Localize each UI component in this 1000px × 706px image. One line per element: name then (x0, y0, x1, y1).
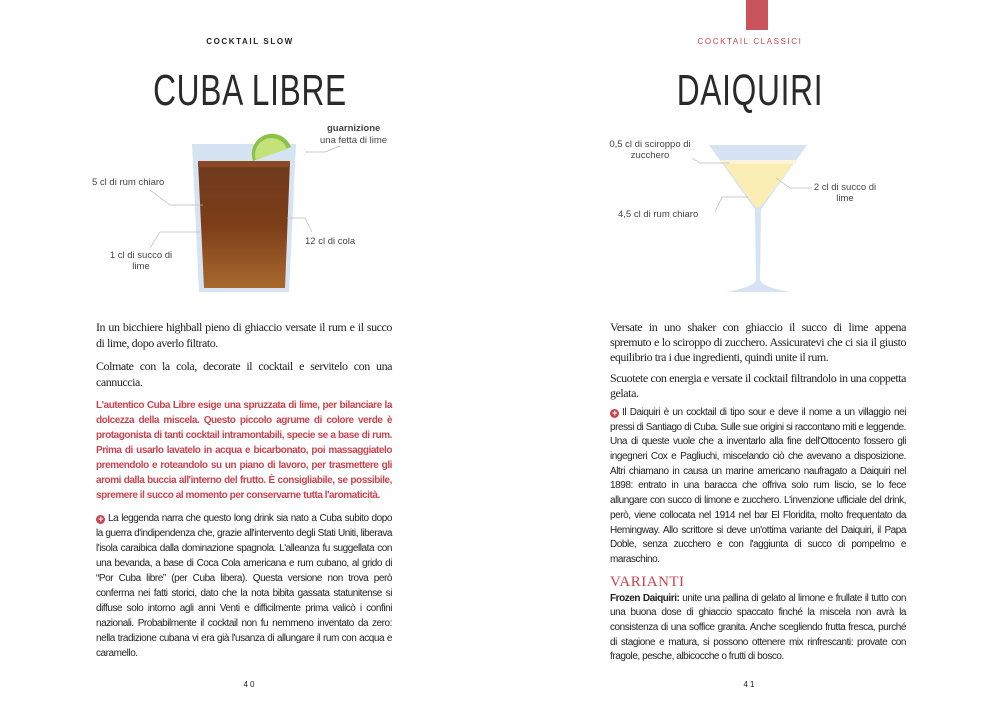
page-number: 41 (743, 680, 757, 689)
history-paragraph (96, 511, 392, 661)
page-title: DAIQUIRI (676, 66, 824, 115)
lime-label: 2 cl di succo di lime (813, 182, 877, 204)
instructions-paragraph-2: Scuotete con energia e versate il cocktail filtrandolo in una coppetta gelata. (610, 370, 906, 400)
page-number: 40 (243, 680, 257, 689)
rum-label: 5 cl di rum chiaro (92, 177, 165, 188)
garnish-label-title: guarnizione (327, 123, 381, 134)
variant-paragraph (610, 592, 906, 666)
instructions-paragraph-1: Versate in uno shaker con ghiaccio il succo di lime appena spremuto e lo sciroppo di zucchero. Assicuratevi che ci sia il giusto equilibrio tra i due ingredienti, quindi unite il rum. (610, 320, 906, 365)
plus-icon: + (96, 515, 105, 524)
garnish-label: una fetta di lime (320, 135, 388, 146)
instructions-paragraph-2: Colmate con la cola, decorate il cocktail e servitelo con una cannuccia. (96, 359, 392, 389)
lime-label: 1 cl di succo di lime (109, 250, 173, 272)
variants-heading: VARIANTI (610, 573, 685, 590)
instructions-paragraph-1: In un bicchiere highball pieno di ghiaccio versate il rum e il succo di lime, dopo averlo filtrato. (96, 320, 392, 350)
history-text: La leggenda narra che questo long drink sia nato a Cuba subito dopo la guerra d'indipendenza che, grazie all'intervento degli Stati Uniti, liberava l'isola caraibica dalla dominazione spagnola. L'alleanza fu suggellata con una bevanda, a base di Coca Cola americana e rum cubano, al grido di “Por Cuba libre” (per Cuba libera). Questa versione non trova però conferma nei fatti storici, dato che la nota bibita gassata statunitense si diffuse solo intorno agli anni Venti e difficilmente prima valicò i confini nazionali. Probabilmente il cocktail non fu nemmeno inventato da zero: nella tradizione cubana vi era già l'usanza di allungare il rum con acqua e caramello. (96, 513, 392, 659)
tip-paragraph: L'autentico Cuba Libre esige una spruzzata di lime, per bilanciare la dolcezza della miscela. Questo piccolo agrume di colore verde è protagonista di tanti cocktail intramontabili, specie se a base di rum. Prima di usarlo lavatelo in acqua e bicarbonato, poi massaggiatelo premendolo e roteandolo su un piano di lavoro, per trasmettere gli aromi dalla buccia all'interno del frutto. È consigliabile, se possibile, spremere il succo al momento per conservarne tutta l'aromaticità. (96, 400, 392, 501)
plus-icon: + (610, 409, 619, 418)
running-head: COCKTAIL SLOW (206, 37, 294, 46)
history-text: Il Daiquiri è un cocktail di tipo sour e deve il nome a un villaggio nei pressi di Santiago di Cuba. Sulle sue origini si raccontano miti e leggende. Una di queste vuole che a inventarlo alla fine dell'Ottocento fossero gli ingegneri Cox e Pagliuchi, miscelando ciò che avevano a disposizione. Altri chiamano in causa un marine americano naufragato a Daiquiri nel 1898: entrato in una baracca che offriva solo rum liscio, se lo fece allungare con succo di limone e zucchero. L'invenzione ufficiale del drink, però, viene collocata nel 1914 nel bar El Floridita, molto frequentato da Hemingway. Allo scrittore si deve un'ottima variante del Daiquiri, il Papa Doble, senza zucchero e con l'aggiunta di succo di pompelmo e maraschino. (610, 406, 906, 565)
rum-label: 4,5 cl di rum chiaro (618, 209, 699, 220)
variant-name: Frozen Daiquiri: (610, 592, 680, 604)
running-head: COCKTAIL CLASSICI (697, 37, 803, 46)
cuba-libre-illustration (0, 0, 500, 310)
left-text-column (96, 320, 392, 669)
cola-label: 12 cl di cola (305, 236, 356, 247)
right-page (500, 0, 1000, 706)
right-text-column (610, 320, 906, 670)
syrup-label: 0,5 cl di sciroppo di zucchero (609, 139, 691, 161)
daiquiri-illustration (500, 0, 1000, 310)
page-title: CUBA LIBRE (153, 66, 347, 115)
variant-text: unite una pallina di gelato al limone e frullate il tutto con una buona dose di ghiaccio spaccato finché la miscela non avrà la consistenza di una soffice granita. Anche scegliendo frutta fresca, purché di stagione e matura, si possono ottenere mix rinfrescanti: provate con fragole, pesche, albicocche o frutti di bosco. (610, 592, 906, 663)
history-paragraph (610, 406, 906, 568)
